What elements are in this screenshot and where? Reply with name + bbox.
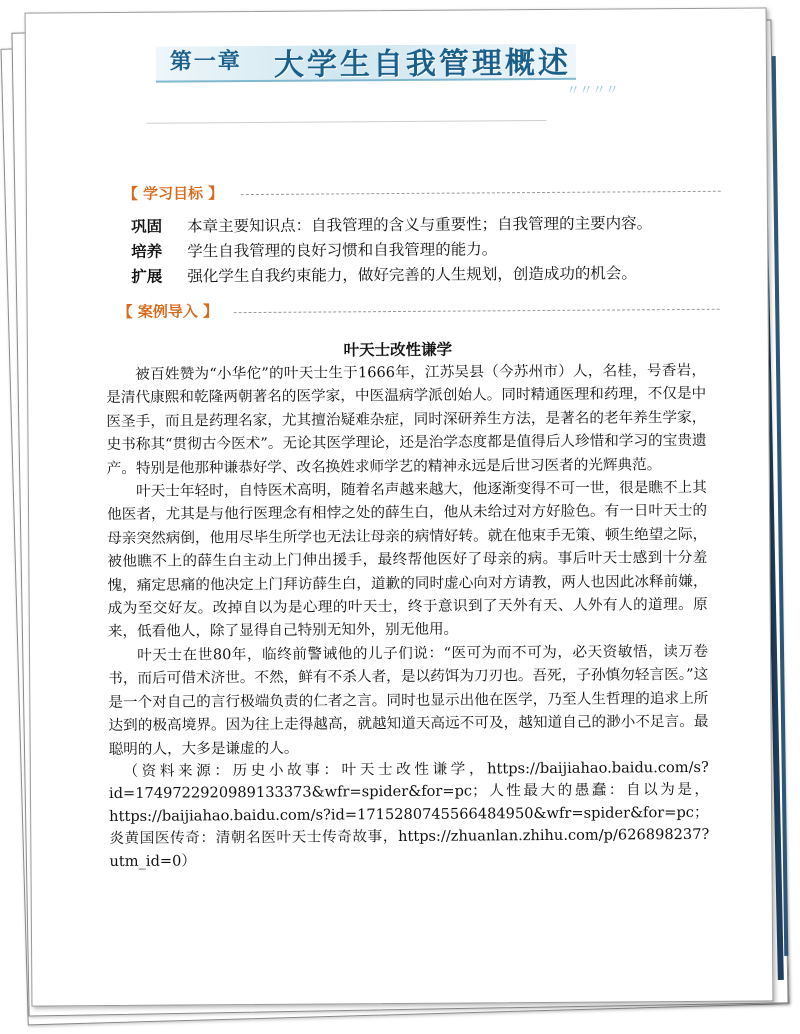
objective-text: 学生自我管理的良好习惯和自我管理的能力。 bbox=[187, 240, 498, 261]
objective-text: 本章主要知识点：自我管理的含义与重要性；自我管理的主要内容。 bbox=[186, 214, 653, 236]
case-title: 叶天士改性谦学 bbox=[343, 340, 453, 360]
objective-key: 培养 bbox=[131, 242, 163, 261]
chapter-banner bbox=[156, 38, 586, 85]
case-paragraph: 叶天士年轻时，自恃医术高明，随着名声越来越大，他逐渐变得不可一世，很是瞧不上其他医者，尤其是与他行医理念有相悖之处的薛生白，他从未给过对方好脸色。有一日叶天士的母亲突然病倒，他用尽毕生所学也无法让母亲的病情好转。就在他束手无策、顿生绝望之际，被他瞧不上的薛生白主动上门伸出援手，最终帮他医好了母亲的病。事后叶天士感到十分羞愧，痛定思痛的他决定上门拜访薛生白，道歉的同时虚心向对方请教，两人也因此冰释前嫌，成为至交好友。改掉自以为是心理的叶天士，终于意识到了天外有天、人外有人的道理。原来，低看他人，除了显得自己特别无知外，别无他用。 bbox=[106, 478, 708, 641]
document-page bbox=[25, 7, 774, 1006]
chapter-number: 第一章 bbox=[169, 48, 242, 75]
learning-objectives-divider bbox=[241, 191, 721, 195]
objective-key: 扩展 bbox=[131, 267, 163, 286]
chapter-title: 大学生自我管理概述 bbox=[273, 45, 572, 83]
banner-decoration: 〃〃〃〃 bbox=[566, 82, 619, 99]
source-citation: （资料来源：历史小故事：叶天士改性谦学，https://baijiahao.baidu.com/s?id=1749722920989133373&wfr=spider&for=pc；人性最大的愚蠢：自以为是，https://baijiahao.baidu.com/s?id=1715280745566484950&wfr=spider&for=pc；炎黄国医传奇：清朝名医叶天士传奇故事，https://zhuanlan.zhihu.com/p/626898237?utm_id=0） bbox=[108, 758, 710, 870]
case-intro-tag: 【 案例导入 】 bbox=[117, 302, 219, 321]
case-body bbox=[106, 359, 710, 874]
objective-row-consolidate bbox=[131, 211, 652, 237]
case-intro-divider bbox=[234, 309, 720, 313]
objective-text: 强化学生自我约束能力，做好完善的人生规划，创造成功的机会。 bbox=[187, 264, 637, 286]
learning-objectives-tag: 【 学习目标 】 bbox=[122, 184, 224, 203]
case-paragraph: 被百姓赞为“小华佗”的叶天士生于1666年，江苏吴县（今苏州市）人，名桂，号香岩，是清代康熙和乾隆两朝著名的医学家，中医温病学派创始人。同时精通医理和药理，不仅是中医圣手，而且是药理名家，尤其擅治疑难杂症，同时深研养生方法，是著名的老年养生学家，史书称其“贯彻古今医术”。无论其医学理论，还是治学态度都是值得后人珍惜和学习的宝贵遗产。特别是他那种谦恭好学、改名换姓求师学艺的精神永远是后世习医者的光辉典范。 bbox=[106, 361, 707, 477]
objective-row-cultivate bbox=[131, 237, 497, 262]
objective-key: 巩固 bbox=[130, 217, 163, 236]
objective-row-extend bbox=[131, 261, 637, 287]
header-rule bbox=[146, 120, 546, 124]
case-paragraph: 叶天士在世80年，临终前警诫他的儿子们说：“医可为而不可为，必天资敏悟，读万卷书，而后可借术济世。不然，鲜有不杀人者，是以药饵为刀刃也。吾死，子孙慎勿轻言医。”这是一个对自己的言行极端负责的仁者之言。同时也显示出他在医学，乃至人生哲理的追求上所达到的极高境界。因为往上走得越高，就越知道天高远不可及，越知道自己的渺小不足言。最聪明的人，大多是谦虚的人。 bbox=[108, 642, 709, 758]
